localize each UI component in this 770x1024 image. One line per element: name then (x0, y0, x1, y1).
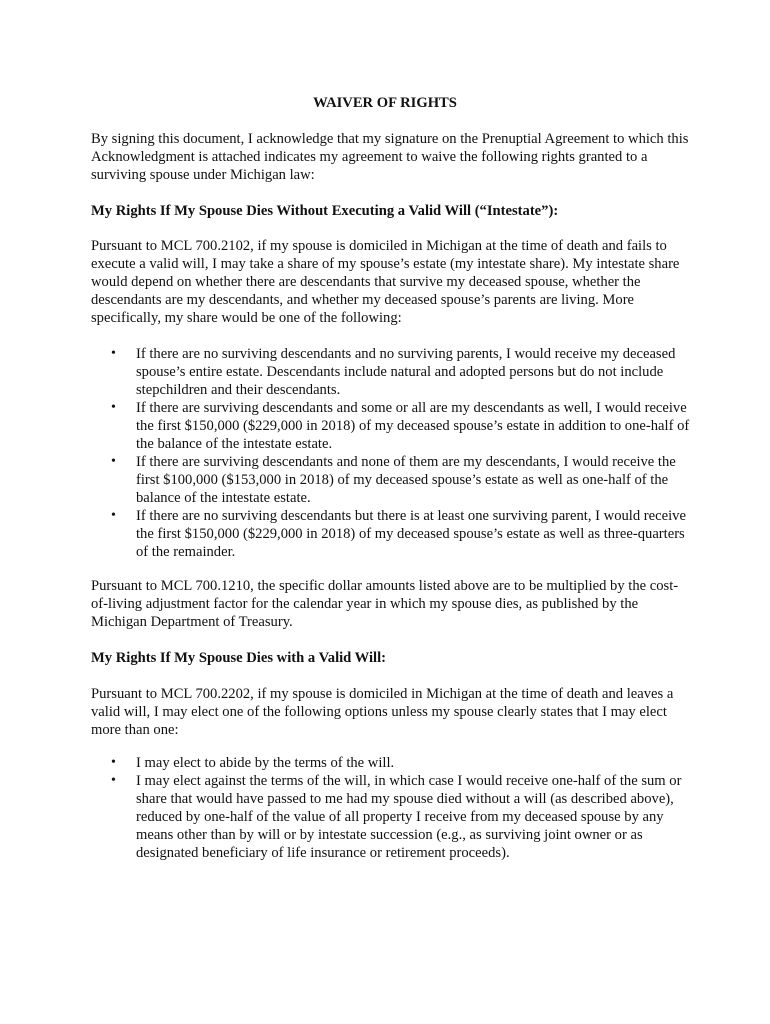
election-options-list (91, 754, 691, 862)
list-item-text: If there are no surviving descendants but there is at least one surviving parent, I would receive the first $150,000 ($229,000 in 2018) of my deceased spouse’s estate as well as three-quarters of the remainder. (136, 508, 686, 560)
section-heading-valid-will: My Rights If My Spouse Dies with a Valid Will: (91, 650, 387, 666)
list-item (91, 453, 691, 507)
list-item-text: I may elect to abide by the terms of the will. (136, 755, 395, 771)
intro-paragraph: By signing this document, I acknowledge that my signature on the Prenuptial Agreement to which this Acknowledgment is attached indicates my agreement to waive the following rights granted to a surviving spouse under Michigan law: (91, 131, 689, 183)
list-item (91, 399, 691, 453)
intestate-share-list (91, 345, 691, 561)
valid-will-paragraph: Pursuant to MCL 700.2202, if my spouse is domiciled in Michigan at the time of death and leaves a valid will, I may elect one of the following options unless my spouse clearly states that I may elect more than one: (91, 686, 674, 738)
document-title: WAIVER OF RIGHTS (313, 95, 457, 111)
bullet-icon: • (111, 755, 116, 770)
list-item-text: If there are surviving descendants and some or all are my descendants as well, I would receive the first $150,000 ($229,000 in 2018) of my deceased spouse’s estate in addition to one-half of the balance of the intestate estate. (136, 400, 690, 452)
list-item (91, 772, 691, 862)
bullet-icon: • (111, 773, 116, 788)
intestate-paragraph: Pursuant to MCL 700.2102, if my spouse is domiciled in Michigan at the time of death and fails to execute a valid will, I may take a share of my spouse’s estate (my intestate share). My intestate share would depend on whether there are descendants that survive my deceased spouse, whether the descendants are my descendants, and whether my deceased spouse’s parents are living. More specifically, my share would be one of the following: (91, 238, 680, 326)
bullet-icon: • (111, 508, 116, 523)
list-item (91, 507, 691, 561)
bullet-icon: • (111, 346, 116, 361)
list-item-text: If there are no surviving descendants and no surviving parents, I would receive my deceased spouse’s entire estate. Descendants include natural and adopted persons but do not include stepchildren and their descendants. (136, 346, 676, 398)
bullet-icon: • (111, 454, 116, 469)
list-item (91, 345, 691, 399)
list-item (91, 754, 691, 772)
list-item-text: I may elect against the terms of the will, in which case I would receive one-half of the sum or share that would have passed to me had my spouse died without a will (as described above), reduced by one-half of the value of all property I receive from my deceased spouse by any means other than by will or by intestate succession (e.g., as surviving joint owner or as designated beneficiary of life insurance or retirement proceeds). (136, 773, 682, 861)
bullet-icon: • (111, 400, 116, 415)
list-item-text: If there are surviving descendants and none of them are my descendants, I would receive the first $100,000 ($153,000 in 2018) of my deceased spouse’s estate as well as one-half of the balance of the intestate estate. (136, 454, 676, 506)
adjustment-paragraph: Pursuant to MCL 700.1210, the specific dollar amounts listed above are to be multiplied by the cost-of-living adjustment factor for the calendar year in which my spouse dies, as published by the Michigan Department of Treasury. (91, 578, 679, 630)
section-heading-intestate: My Rights If My Spouse Dies Without Executing a Valid Will (“Intestate”): (91, 203, 559, 219)
